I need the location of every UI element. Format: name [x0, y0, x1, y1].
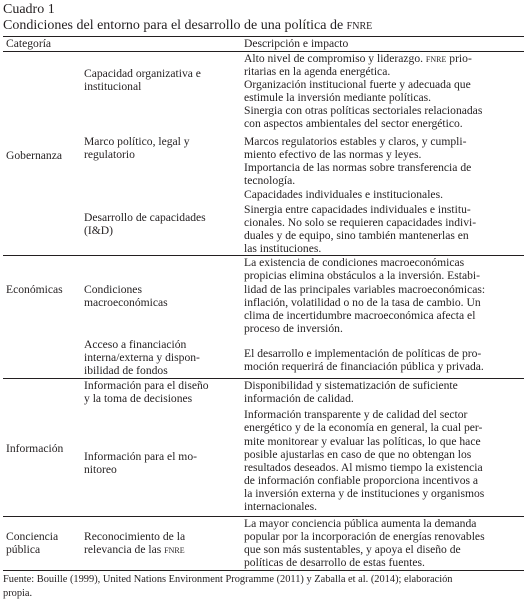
rule-bottom	[3, 570, 524, 571]
desc-economicas-1f: proceso de inversión.	[244, 322, 343, 335]
sub-capacidad-organizativa-1: Capacidad organizativa e	[84, 67, 201, 80]
category-conciencia-1: Conciencia	[6, 530, 59, 543]
table-title	[3, 18, 372, 34]
category-informacion: Información	[6, 442, 64, 455]
desc-gobernanza-2d: tecnología.	[244, 174, 296, 187]
sub-desarrollo-capacidades-2: (I&D)	[84, 224, 113, 237]
source-note-line-2: propia.	[3, 587, 33, 599]
sub-reconocimiento-2: relevancia de las fnre	[84, 543, 185, 556]
sub-acceso-financiacion-1: Acceso a financiación	[84, 338, 187, 351]
desc-gobernanza-1c: Organización institucional fuerte y adecuada que	[244, 78, 471, 91]
desc-informacion-2f: de información confiable proporciona incentivos a	[244, 474, 479, 487]
desc-economicas-1b: propicias elimina obstáculos a la inversión. Estabi-	[244, 269, 481, 282]
desc-gobernanza-1a: Alto nivel de compromiso y liderazgo. fnre prio-	[244, 52, 472, 65]
desc-economicas-1d: inflación, volatilidad o no de la tasa de cambio. Un	[244, 296, 481, 309]
desc-economicas-1e: clima de incertidumbre macroeconómica afecta el	[244, 309, 476, 322]
desc-economicas-2b: moción requerirá de financiación pública y privada.	[244, 360, 484, 373]
desc-informacion-2b: energético y de la economía en general, la cual per-	[244, 421, 483, 434]
sub-marco-politico-1: Marco político, legal y	[84, 135, 190, 148]
table-title-text: Condiciones del entorno para el desarrollo de una política de fnre	[3, 18, 373, 33]
sub-capacidad-organizativa-2: institucional	[84, 80, 142, 93]
desc-informacion-2g: la inversión externa y de instituciones y organismos	[244, 487, 485, 500]
sub-acceso-financiacion-3: ibilidad de fondos	[84, 364, 168, 377]
desc-gobernanza-1e: Sinergia con otras políticas sectoriales relacionadas	[244, 104, 483, 117]
sub-condiciones-macro-1: Condiciones	[84, 283, 142, 296]
source-note	[3, 573, 452, 600]
category-gobernanza: Gobernanza	[6, 149, 63, 162]
desc-gobernanza-2a: Marcos regulatorios estables y claros, y cumpli-	[244, 135, 467, 148]
header-category: Categoría	[6, 37, 52, 50]
desc-conciencia-b: popular por la incorporación de energías renovables	[244, 530, 485, 543]
sub-condiciones-macro-2: macroeconómicas	[84, 296, 168, 309]
desc-gobernanza-1b: ritarias en la agenda energética.	[244, 65, 391, 78]
desc-conciencia-d: políticas de desarrollo de estas fuentes.	[244, 556, 425, 569]
desc-gobernanza-1d: estimule la inversión mediante políticas.	[244, 91, 432, 104]
sub-reconocimiento-1: Reconocimiento de la	[84, 530, 186, 543]
category-economicas: Económicas	[6, 283, 63, 296]
desc-gobernanza-3b: Sinergia entre capacidades individuales e institu-	[244, 203, 471, 216]
desc-informacion-2d: posible ajustarlas en caso de que no obtengan los	[244, 448, 472, 461]
desc-informacion-2a: Información transparente y de calidad del sector	[244, 408, 468, 421]
desc-gobernanza-3d: duales y de equipo, sino también mantenerlas en	[244, 229, 469, 242]
sub-info-monitoreo-2: nitoreo	[84, 463, 117, 476]
desc-economicas-1a: La existencia de condiciones macroeconómicas	[244, 256, 465, 269]
sub-info-diseno-1: Información para el diseño	[84, 379, 209, 392]
sub-desarrollo-capacidades-1: Desarrollo de capacidades	[84, 211, 206, 224]
desc-gobernanza-3a: Capacidades individuales e institucionales.	[244, 188, 443, 201]
sub-info-monitoreo-1: Información para el mo-	[84, 450, 197, 463]
desc-conciencia-a: La mayor conciencia pública aumenta la demanda	[244, 517, 477, 530]
desc-informacion-2c: mite monitorear y evaluar las políticas, lo que hace	[244, 435, 481, 448]
desc-informacion-2h: internacionales.	[244, 500, 318, 513]
desc-gobernanza-3e: las instituciones.	[244, 242, 322, 255]
desc-informacion-1b: información de calidad.	[244, 392, 354, 405]
desc-informacion-1a: Disponibilidad y sistematización de suficiente	[244, 379, 458, 392]
desc-gobernanza-3c: cionales. No solo se requieren capacidades indivi-	[244, 216, 477, 229]
desc-economicas-2a: El desarrollo e implementación de políticas de pro-	[244, 347, 482, 360]
sub-marco-politico-2: regulatorio	[84, 148, 135, 161]
table-number: Cuadro 1	[3, 2, 55, 17]
desc-informacion-2e: resultados deseados. Al mismo tiempo la existencia	[244, 461, 483, 474]
source-note-line-1: Fuente: Bouille (1999), United Nations Environment Programme (2011) y Zaballa et al. (2014); elaboración	[3, 574, 453, 585]
sub-info-diseno-2: y la toma de decisiones	[84, 392, 193, 405]
header-description: Descripción e impacto	[244, 37, 349, 50]
category-conciencia-2: pública	[6, 543, 41, 556]
desc-gobernanza-1f: con aspectos ambientales del sector energético.	[244, 117, 463, 130]
desc-economicas-1c: lidad de las principales variables macroeconómicas:	[244, 283, 486, 296]
sub-acceso-financiacion-2: interna/externa y dispon-	[84, 351, 200, 364]
desc-gobernanza-2b: miento efectivo de las normas y leyes.	[244, 148, 422, 161]
desc-conciencia-c: que son más sustentables, y apoya el diseño de	[244, 543, 461, 556]
desc-gobernanza-2c: Importancia de las normas sobre transferencia de	[244, 161, 472, 174]
